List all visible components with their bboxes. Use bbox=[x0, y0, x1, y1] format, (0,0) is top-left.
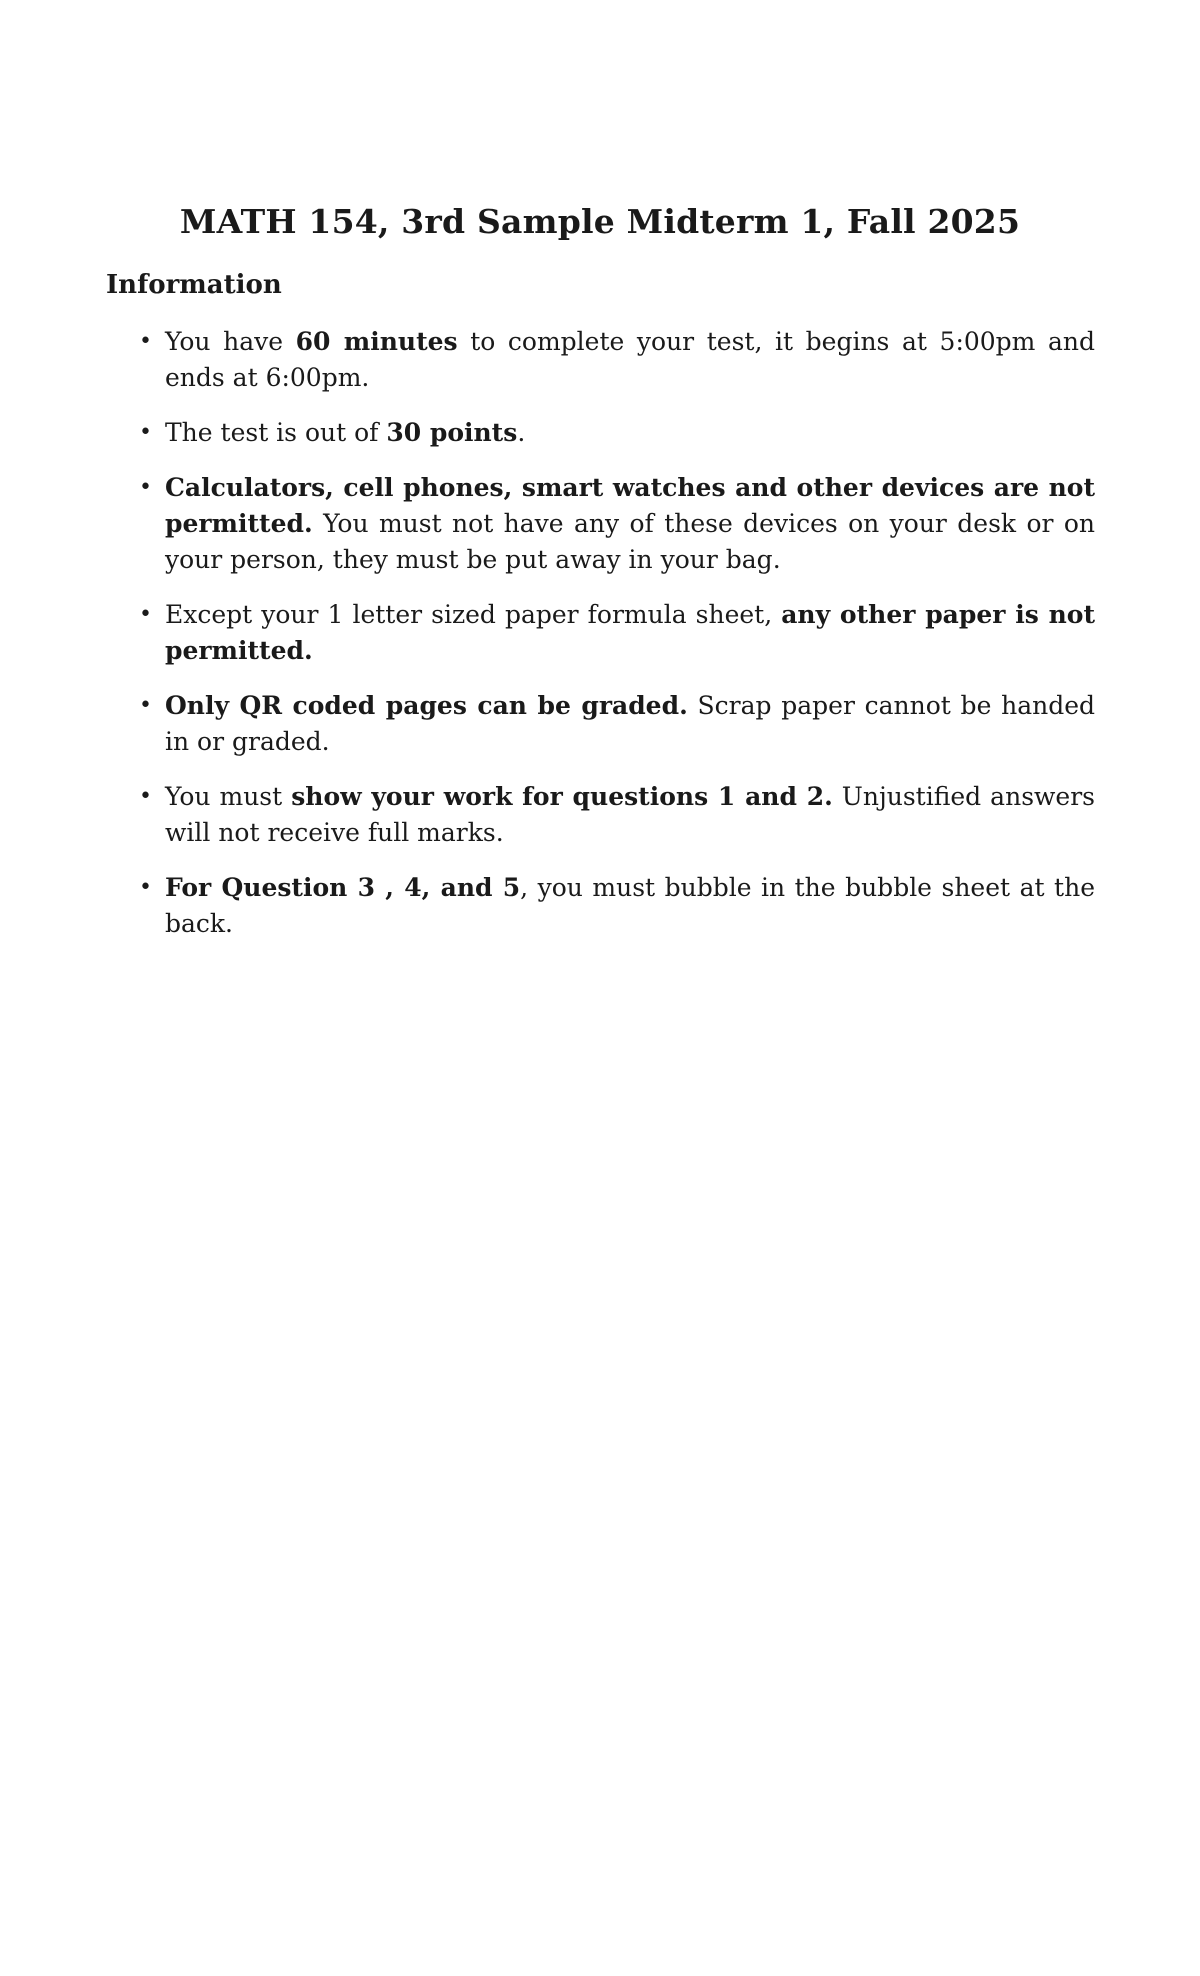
bullet-icon: • bbox=[139, 875, 152, 900]
list-item: • Only QR coded pages can be graded. Scrap paper cannot be handed in or graded. bbox=[135, 688, 1095, 760]
information-list bbox=[135, 324, 1095, 961]
bullet-icon: • bbox=[139, 602, 152, 627]
list-item: • For Question 3 , 4, and 5, you must bubble in the bubble sheet at the back. bbox=[135, 870, 1095, 942]
section-heading: Information bbox=[106, 270, 282, 300]
bullet-icon: • bbox=[139, 420, 152, 445]
bullet-icon: • bbox=[139, 693, 152, 718]
list-item: • You must show your work for questions 1 and 2. Unjustified answers will not receive full marks. bbox=[135, 779, 1095, 851]
bullet-icon: • bbox=[139, 784, 152, 809]
list-item: • The test is out of 30 points. bbox=[135, 415, 1095, 451]
list-item: • You have 60 minutes to complete your test, it begins at 5:00pm and ends at 6:00pm. bbox=[135, 324, 1095, 396]
bullet-icon: • bbox=[139, 329, 152, 354]
list-item: • Calculators, cell phones, smart watches and other devices are not permitted. You must not have any of these devices on your desk or on your person, they must be put away in your bag. bbox=[135, 470, 1095, 578]
bullet-icon: • bbox=[139, 475, 152, 500]
page-title: MATH 154, 3rd Sample Midterm 1, Fall 2025 bbox=[179, 202, 1021, 241]
list-item: • Except your 1 letter sized paper formula sheet, any other paper is not permitted. bbox=[135, 597, 1095, 669]
